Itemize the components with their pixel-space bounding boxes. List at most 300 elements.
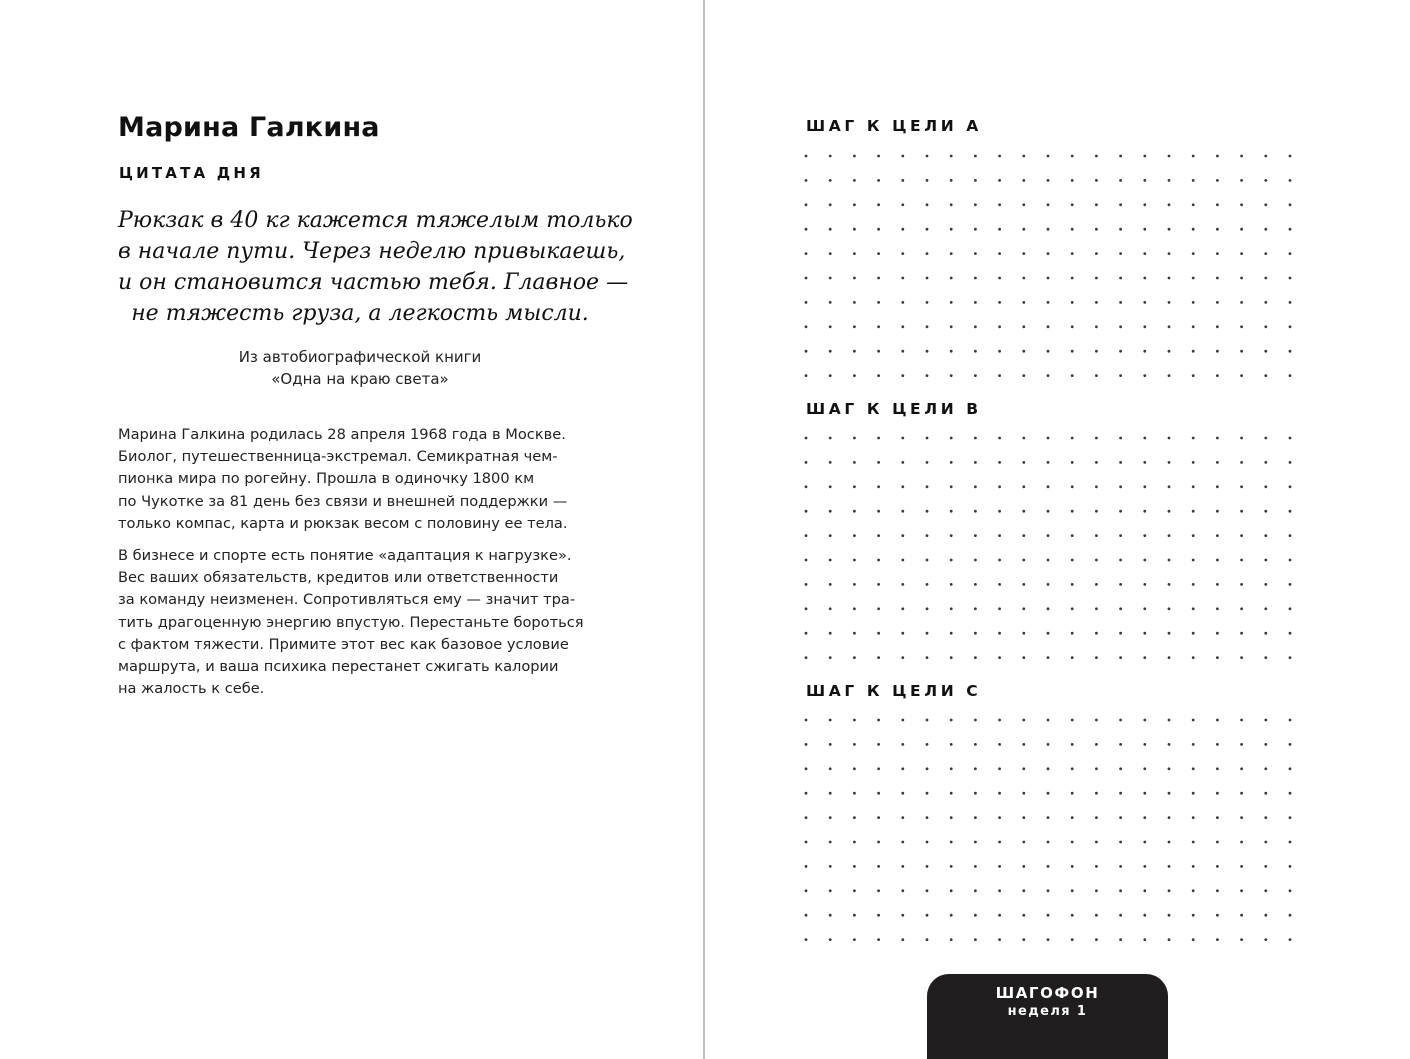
grid-dot — [926, 203, 929, 206]
grid-dot — [1119, 559, 1122, 562]
grid-dot — [805, 325, 808, 328]
grid-dot — [1192, 228, 1195, 231]
grid-dot — [1047, 437, 1050, 440]
grid-dot — [974, 437, 977, 440]
grid-dot — [1289, 743, 1292, 746]
grid-dot — [1095, 350, 1098, 353]
grid-dot — [829, 155, 832, 158]
grid-dot — [974, 325, 977, 328]
grid-dot — [901, 350, 904, 353]
grid-dot — [829, 719, 832, 722]
grid-dot — [1071, 228, 1074, 231]
grid-dot — [1192, 277, 1195, 280]
grid-dot — [1289, 865, 1292, 868]
grid-dot — [998, 203, 1001, 206]
grid-dot — [926, 743, 929, 746]
grid-dot — [805, 914, 808, 917]
grid-dot — [1071, 914, 1074, 917]
grid-dot — [1192, 743, 1195, 746]
grid-dot — [877, 461, 880, 464]
grid-dot — [1192, 841, 1195, 844]
grid-dot — [974, 889, 977, 892]
grid-dot — [926, 437, 929, 440]
grid-dot — [1289, 155, 1292, 158]
grid-dot — [805, 437, 808, 440]
grid-dot — [1216, 510, 1219, 513]
grid-dot — [1095, 277, 1098, 280]
grid-dot — [926, 607, 929, 610]
grid-dot — [1022, 203, 1025, 206]
grid-dot — [974, 559, 977, 562]
tab-title: ШАГОФОН — [995, 984, 1100, 1002]
grid-dot — [1240, 534, 1243, 537]
grid-dot — [1240, 179, 1243, 182]
grid-dot — [926, 485, 929, 488]
grid-dot — [1240, 743, 1243, 746]
grid-dot — [1022, 583, 1025, 586]
grid-dot — [950, 607, 953, 610]
grid-dot — [1022, 656, 1025, 659]
grid-dot — [950, 583, 953, 586]
grid-dot — [1095, 510, 1098, 513]
grid-dot — [805, 559, 808, 562]
grid-dot — [1289, 559, 1292, 562]
grid-dot — [1047, 325, 1050, 328]
grid-dot — [1047, 865, 1050, 868]
grid-dot — [1022, 889, 1025, 892]
grid-dot — [998, 938, 1001, 941]
grid-dot — [974, 607, 977, 610]
grid-dot — [926, 277, 929, 280]
grid-dot — [1289, 656, 1292, 659]
grid-dot — [1119, 510, 1122, 513]
grid-dot — [1119, 228, 1122, 231]
grid-dot — [901, 203, 904, 206]
grid-dot — [901, 719, 904, 722]
grid-dot — [1095, 889, 1098, 892]
grid-dot — [829, 743, 832, 746]
grid-dot — [1095, 632, 1098, 635]
goal-a-dot-grid[interactable] — [800, 145, 1300, 385]
grid-dot — [998, 228, 1001, 231]
grid-dot — [1047, 534, 1050, 537]
grid-dot — [1192, 461, 1195, 464]
grid-dot — [1240, 938, 1243, 941]
advice-paragraph — [118, 545, 618, 700]
grid-dot — [1264, 534, 1267, 537]
grid-dot — [1143, 743, 1146, 746]
grid-dot — [926, 534, 929, 537]
grid-dot — [1240, 656, 1243, 659]
grid-dot — [1240, 374, 1243, 377]
grid-dot — [1119, 485, 1122, 488]
grid-dot — [926, 252, 929, 255]
grid-dot — [1119, 374, 1122, 377]
grid-dot — [950, 534, 953, 537]
grid-dot — [1143, 437, 1146, 440]
goal-c-dot-grid[interactable] — [800, 709, 1300, 949]
grid-dot — [829, 252, 832, 255]
grid-dot — [1022, 179, 1025, 182]
grid-dot — [1047, 350, 1050, 353]
grid-dot — [805, 155, 808, 158]
grid-dot — [998, 767, 1001, 770]
grid-dot — [901, 277, 904, 280]
grid-dot — [974, 583, 977, 586]
grid-dot — [1071, 301, 1074, 304]
grid-dot — [950, 325, 953, 328]
grid-dot — [1192, 155, 1195, 158]
grid-dot — [1264, 632, 1267, 635]
grid-dot — [853, 841, 856, 844]
grid-dot — [829, 510, 832, 513]
grid-dot — [1047, 155, 1050, 158]
grid-dot — [1192, 203, 1195, 206]
bio-line: на жалость к себе. — [118, 680, 265, 698]
tab-subtitle: неделя 1 — [1007, 1004, 1088, 1019]
grid-dot — [950, 179, 953, 182]
grid-dot — [901, 632, 904, 635]
grid-dot — [1143, 277, 1146, 280]
grid-dot — [1047, 228, 1050, 231]
grid-dot — [926, 656, 929, 659]
right-page — [705, 0, 1410, 1059]
grid-dot — [926, 583, 929, 586]
grid-dot — [1240, 350, 1243, 353]
grid-dot — [1095, 203, 1098, 206]
grid-dot — [950, 510, 953, 513]
grid-dot — [901, 816, 904, 819]
grid-dot — [1168, 252, 1171, 255]
grid-dot — [926, 632, 929, 635]
grid-dot — [926, 841, 929, 844]
grid-dot — [950, 816, 953, 819]
grid-dot — [877, 179, 880, 182]
grid-dot — [877, 437, 880, 440]
grid-dot — [998, 301, 1001, 304]
grid-dot — [1095, 583, 1098, 586]
grid-dot — [1119, 325, 1122, 328]
grid-dot — [1216, 559, 1219, 562]
grid-dot — [950, 461, 953, 464]
grid-dot — [877, 719, 880, 722]
grid-dot — [1143, 301, 1146, 304]
grid-dot — [1119, 437, 1122, 440]
grid-dot — [1143, 841, 1146, 844]
bio-line: пионка мира по рогейну. Прошла в одиночку 1800 км — [118, 470, 535, 488]
grid-dot — [1071, 816, 1074, 819]
grid-dot — [877, 607, 880, 610]
grid-dot — [1289, 461, 1292, 464]
grid-dot — [1264, 938, 1267, 941]
grid-dot — [853, 350, 856, 353]
grid-dot — [853, 437, 856, 440]
grid-dot — [1192, 792, 1195, 795]
grid-dot — [1264, 792, 1267, 795]
biography — [118, 424, 618, 700]
grid-dot — [1022, 252, 1025, 255]
grid-dot — [1289, 301, 1292, 304]
grid-dot — [1192, 179, 1195, 182]
grid-dot — [877, 632, 880, 635]
grid-dot — [1289, 583, 1292, 586]
grid-dot — [1143, 203, 1146, 206]
grid-dot — [950, 155, 953, 158]
grid-dot — [1240, 607, 1243, 610]
grid-dot — [805, 301, 808, 304]
grid-dot — [1216, 325, 1219, 328]
grid-dot — [1264, 767, 1267, 770]
grid-dot — [974, 301, 977, 304]
grid-dot — [974, 277, 977, 280]
grid-dot — [1192, 938, 1195, 941]
grid-dot — [901, 534, 904, 537]
grid-dot — [998, 155, 1001, 158]
grid-dot — [1119, 938, 1122, 941]
grid-dot — [926, 228, 929, 231]
grid-dot — [974, 938, 977, 941]
grid-dot — [950, 559, 953, 562]
grid-dot — [1264, 719, 1267, 722]
grid-dot — [1143, 252, 1146, 255]
grid-dot — [998, 437, 1001, 440]
grid-dot — [1022, 350, 1025, 353]
grid-dot — [805, 534, 808, 537]
grid-dot — [1047, 632, 1050, 635]
grid-dot — [1119, 252, 1122, 255]
grid-dot — [1216, 607, 1219, 610]
grid-dot — [1047, 767, 1050, 770]
grid-dot — [1216, 252, 1219, 255]
grid-dot — [829, 461, 832, 464]
grid-dot — [1095, 485, 1098, 488]
grid-dot — [805, 816, 808, 819]
grid-dot — [926, 350, 929, 353]
goal-b-dot-grid[interactable] — [800, 427, 1300, 667]
grid-dot — [1168, 767, 1171, 770]
grid-dot — [1022, 277, 1025, 280]
grid-dot — [950, 792, 953, 795]
grid-dot — [950, 889, 953, 892]
grid-dot — [877, 841, 880, 844]
grid-dot — [829, 607, 832, 610]
grid-dot — [877, 374, 880, 377]
grid-dot — [1071, 203, 1074, 206]
grid-dot — [1119, 719, 1122, 722]
grid-dot — [805, 889, 808, 892]
bio-line: за команду неизменен. Сопротивляться ему — значит тра- — [118, 591, 576, 609]
grid-dot — [877, 485, 880, 488]
grid-dot — [1264, 325, 1267, 328]
grid-dot — [1168, 743, 1171, 746]
grid-dot — [950, 252, 953, 255]
grid-dot — [1143, 792, 1146, 795]
grid-dot — [1168, 485, 1171, 488]
grid-dot — [1289, 719, 1292, 722]
grid-dot — [853, 301, 856, 304]
grid-dot — [901, 743, 904, 746]
grid-dot — [998, 816, 1001, 819]
grid-dot — [853, 325, 856, 328]
quote-line: не тяжесть груза, а легкость мысли. — [131, 301, 589, 326]
grid-dot — [1192, 301, 1195, 304]
grid-dot — [1047, 252, 1050, 255]
grid-dot — [1143, 155, 1146, 158]
goal-a-heading: ШАГ К ЦЕЛИ А — [806, 117, 982, 135]
grid-dot — [1143, 865, 1146, 868]
grid-dot — [1192, 632, 1195, 635]
grid-dot — [853, 938, 856, 941]
grid-dot — [1289, 350, 1292, 353]
grid-dot — [901, 437, 904, 440]
grid-dot — [901, 301, 904, 304]
grid-dot — [1119, 914, 1122, 917]
grid-dot — [1143, 374, 1146, 377]
grid-dot — [998, 277, 1001, 280]
grid-dot — [901, 559, 904, 562]
grid-dot — [1216, 841, 1219, 844]
grid-dot — [1071, 437, 1074, 440]
grid-dot — [1022, 632, 1025, 635]
grid-dot — [853, 719, 856, 722]
grid-dot — [805, 632, 808, 635]
grid-dot — [950, 228, 953, 231]
grid-dot — [1047, 203, 1050, 206]
grid-dot — [1240, 719, 1243, 722]
grid-dot — [926, 719, 929, 722]
grid-dot — [1216, 534, 1219, 537]
grid-dot — [1071, 252, 1074, 255]
grid-dot — [877, 301, 880, 304]
grid-dot — [1216, 914, 1219, 917]
grid-dot — [1240, 277, 1243, 280]
grid-dot — [1168, 632, 1171, 635]
grid-dot — [974, 534, 977, 537]
grid-dot — [998, 374, 1001, 377]
grid-dot — [1168, 656, 1171, 659]
grid-dot — [877, 767, 880, 770]
grid-dot — [1289, 889, 1292, 892]
grid-dot — [1289, 792, 1292, 795]
grid-dot — [853, 461, 856, 464]
grid-dot — [1022, 534, 1025, 537]
grid-dot — [1071, 179, 1074, 182]
grid-dot — [1071, 841, 1074, 844]
grid-dot — [1047, 485, 1050, 488]
grid-dot — [1143, 938, 1146, 941]
grid-dot — [1264, 155, 1267, 158]
grid-dot — [1192, 559, 1195, 562]
grid-dot — [877, 350, 880, 353]
grid-dot — [998, 252, 1001, 255]
grid-dot — [1119, 607, 1122, 610]
grid-dot — [1289, 277, 1292, 280]
grid-dot — [805, 350, 808, 353]
grid-dot — [1071, 719, 1074, 722]
bio-line: по Чукотке за 81 день без связи и внешней поддержки — — [118, 492, 568, 510]
grid-dot — [974, 510, 977, 513]
grid-dot — [1216, 938, 1219, 941]
grid-dot — [1143, 914, 1146, 917]
grid-dot — [1022, 607, 1025, 610]
grid-dot — [1216, 461, 1219, 464]
grid-dot — [1289, 534, 1292, 537]
grid-dot — [1071, 325, 1074, 328]
grid-dot — [1047, 743, 1050, 746]
grid-dot — [853, 767, 856, 770]
grid-dot — [829, 889, 832, 892]
goal-c-heading: ШАГ К ЦЕЛИ С — [806, 682, 982, 700]
grid-dot — [877, 792, 880, 795]
grid-dot — [1192, 816, 1195, 819]
grid-dot — [950, 914, 953, 917]
grid-dot — [1071, 461, 1074, 464]
grid-dot — [1071, 155, 1074, 158]
grid-dot — [829, 938, 832, 941]
grid-dot — [1143, 656, 1146, 659]
grid-dot — [1168, 325, 1171, 328]
grid-dot — [853, 792, 856, 795]
grid-dot — [950, 277, 953, 280]
grid-dot — [998, 534, 1001, 537]
grid-dot — [950, 767, 953, 770]
bio-paragraph — [118, 424, 618, 535]
grid-dot — [1192, 914, 1195, 917]
grid-dot — [901, 179, 904, 182]
grid-dot — [1047, 583, 1050, 586]
grid-dot — [1289, 841, 1292, 844]
grid-dot — [1216, 792, 1219, 795]
grid-dot — [1192, 374, 1195, 377]
grid-dot — [998, 719, 1001, 722]
grid-dot — [1264, 374, 1267, 377]
grid-dot — [1095, 914, 1098, 917]
grid-dot — [1022, 485, 1025, 488]
grid-dot — [1289, 252, 1292, 255]
quote-heading: ЦИТАТА ДНЯ — [119, 164, 264, 182]
grid-dot — [805, 938, 808, 941]
grid-dot — [974, 914, 977, 917]
grid-dot — [1047, 889, 1050, 892]
grid-dot — [1119, 179, 1122, 182]
grid-dot — [1022, 914, 1025, 917]
grid-dot — [1216, 767, 1219, 770]
grid-dot — [1192, 607, 1195, 610]
grid-dot — [974, 374, 977, 377]
grid-dot — [1289, 179, 1292, 182]
grid-dot — [805, 179, 808, 182]
grid-dot — [829, 816, 832, 819]
grid-dot — [1047, 938, 1050, 941]
grid-dot — [1119, 743, 1122, 746]
grid-dot — [974, 228, 977, 231]
grid-dot — [1071, 889, 1074, 892]
grid-dot — [1071, 632, 1074, 635]
grid-dot — [998, 865, 1001, 868]
grid-dot — [950, 938, 953, 941]
grid-dot — [974, 816, 977, 819]
grid-dot — [1192, 350, 1195, 353]
grid-dot — [877, 816, 880, 819]
grid-dot — [853, 252, 856, 255]
grid-dot — [1143, 325, 1146, 328]
grid-dot — [1216, 632, 1219, 635]
grid-dot — [1119, 277, 1122, 280]
grid-dot — [998, 350, 1001, 353]
grid-dot — [805, 743, 808, 746]
quote-source — [118, 346, 602, 390]
grid-dot — [998, 841, 1001, 844]
